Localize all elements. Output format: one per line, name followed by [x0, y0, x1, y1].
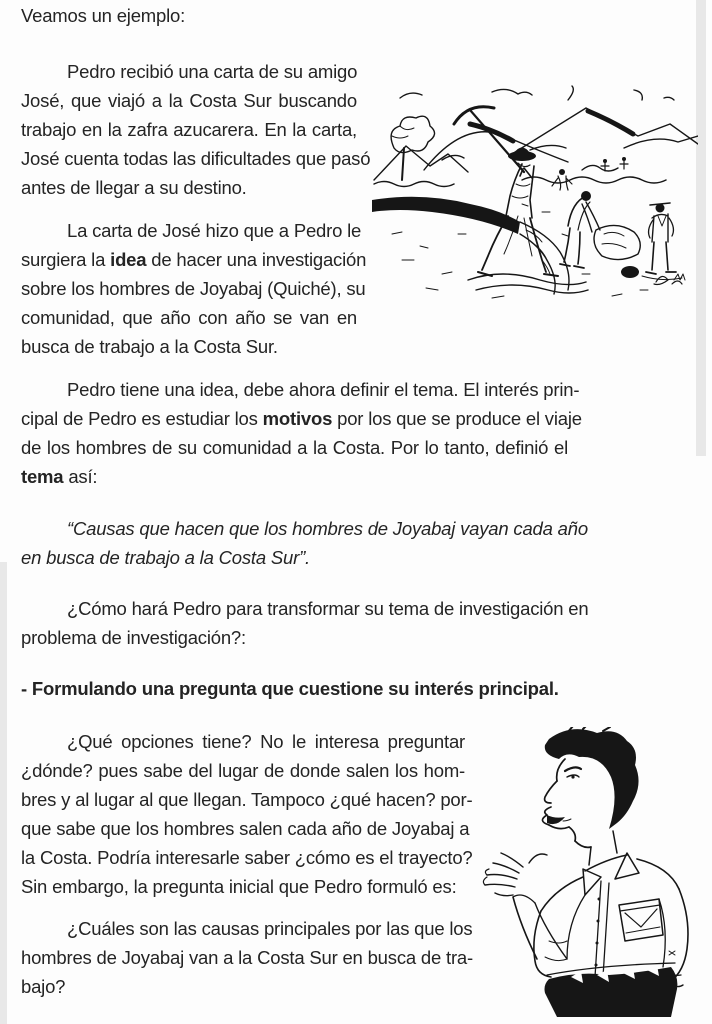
paragraph-surge-la-idea	[21, 216, 367, 361]
text-line: busca de trabajo a la Costa Sur.	[21, 336, 278, 357]
text-line: José cuenta todas las dificultades que pasó	[21, 148, 371, 169]
man-illustration	[479, 727, 697, 1017]
text-line: ¿Cómo hará Pedro para transformar su tema de investigación en	[67, 598, 589, 619]
text-line: en busca de trabajo a la Costa Sur”.	[21, 547, 310, 568]
text-line: antes de llegar a su destino.	[21, 177, 247, 198]
text-line: La carta de José hizo que a Pedro le	[67, 220, 362, 241]
text-line: Sin embargo, la pregunta inicial que Pedro formuló es:	[21, 876, 457, 897]
man-talking-sketch	[479, 727, 697, 1017]
scan-shadow-left	[0, 562, 7, 1024]
text-line: surgiera la idea de hacer una investigación	[21, 249, 367, 270]
text-line: trabajo en la zafra azucarera. En la carta,	[21, 119, 357, 140]
text-line: bajo?	[21, 976, 66, 997]
field-workers-illustration	[372, 84, 698, 308]
quote-tema	[21, 514, 588, 572]
text-line: José, que viajó a la Costa Sur buscando	[21, 90, 357, 111]
text-line: bres y al lugar al que llegan. Tampoco ¿qué hacen? por-	[21, 789, 473, 810]
paragraph-carta-de-jose	[21, 57, 371, 202]
text-line: hombres de Joyabaj van a la Costa Sur en busca de tra-	[21, 947, 473, 968]
text-line: Pedro recibió una carta de su amigo	[67, 61, 358, 82]
text-line: sobre los hombres de Joyabaj (Quiché), su	[21, 278, 366, 299]
paragraph-pregunta-inicial	[21, 914, 473, 1001]
text-line: ¿Qué opciones tiene? No le interesa preguntar	[67, 731, 465, 752]
text-line: cipal de Pedro es estudiar los motivos por los que se produce el viaje	[21, 408, 582, 429]
intro-line: Veamos un ejemplo:	[21, 5, 186, 26]
paragraph-definir-tema	[21, 375, 582, 491]
text-line: ¿dónde? pues sabe del lugar de donde salen los hom-	[21, 760, 465, 781]
text-line: - Formulando una pregunta que cuestione su interés principal.	[21, 678, 559, 699]
text-line: ¿Cuáles son las causas principales por las que los	[67, 918, 473, 939]
field-workers-sketch	[372, 84, 698, 308]
text-line: tema así:	[21, 466, 98, 487]
text-line: la Costa. Podría interesarle saber ¿cómo es el trayecto?	[21, 847, 473, 868]
bullet-formulando-pregunta	[21, 674, 568, 703]
text-line: que sabe que los hombres salen cada año de Joyabaj a	[21, 818, 470, 839]
text-line: comunidad, que año con año se van en	[21, 307, 357, 328]
text-line: Pedro tiene una idea, debe ahora definir el tema. El interés prin-	[67, 379, 580, 400]
text-line: “Causas que hacen que los hombres de Joyabaj vayan cada año	[67, 518, 588, 539]
text-line: de los hombres de su comunidad a la Costa. Por lo tanto, definió el	[21, 437, 568, 458]
paragraph-que-opciones	[21, 727, 473, 901]
text-line: problema de investigación?:	[21, 627, 246, 648]
paragraph-como-hara-pedro	[21, 594, 589, 652]
